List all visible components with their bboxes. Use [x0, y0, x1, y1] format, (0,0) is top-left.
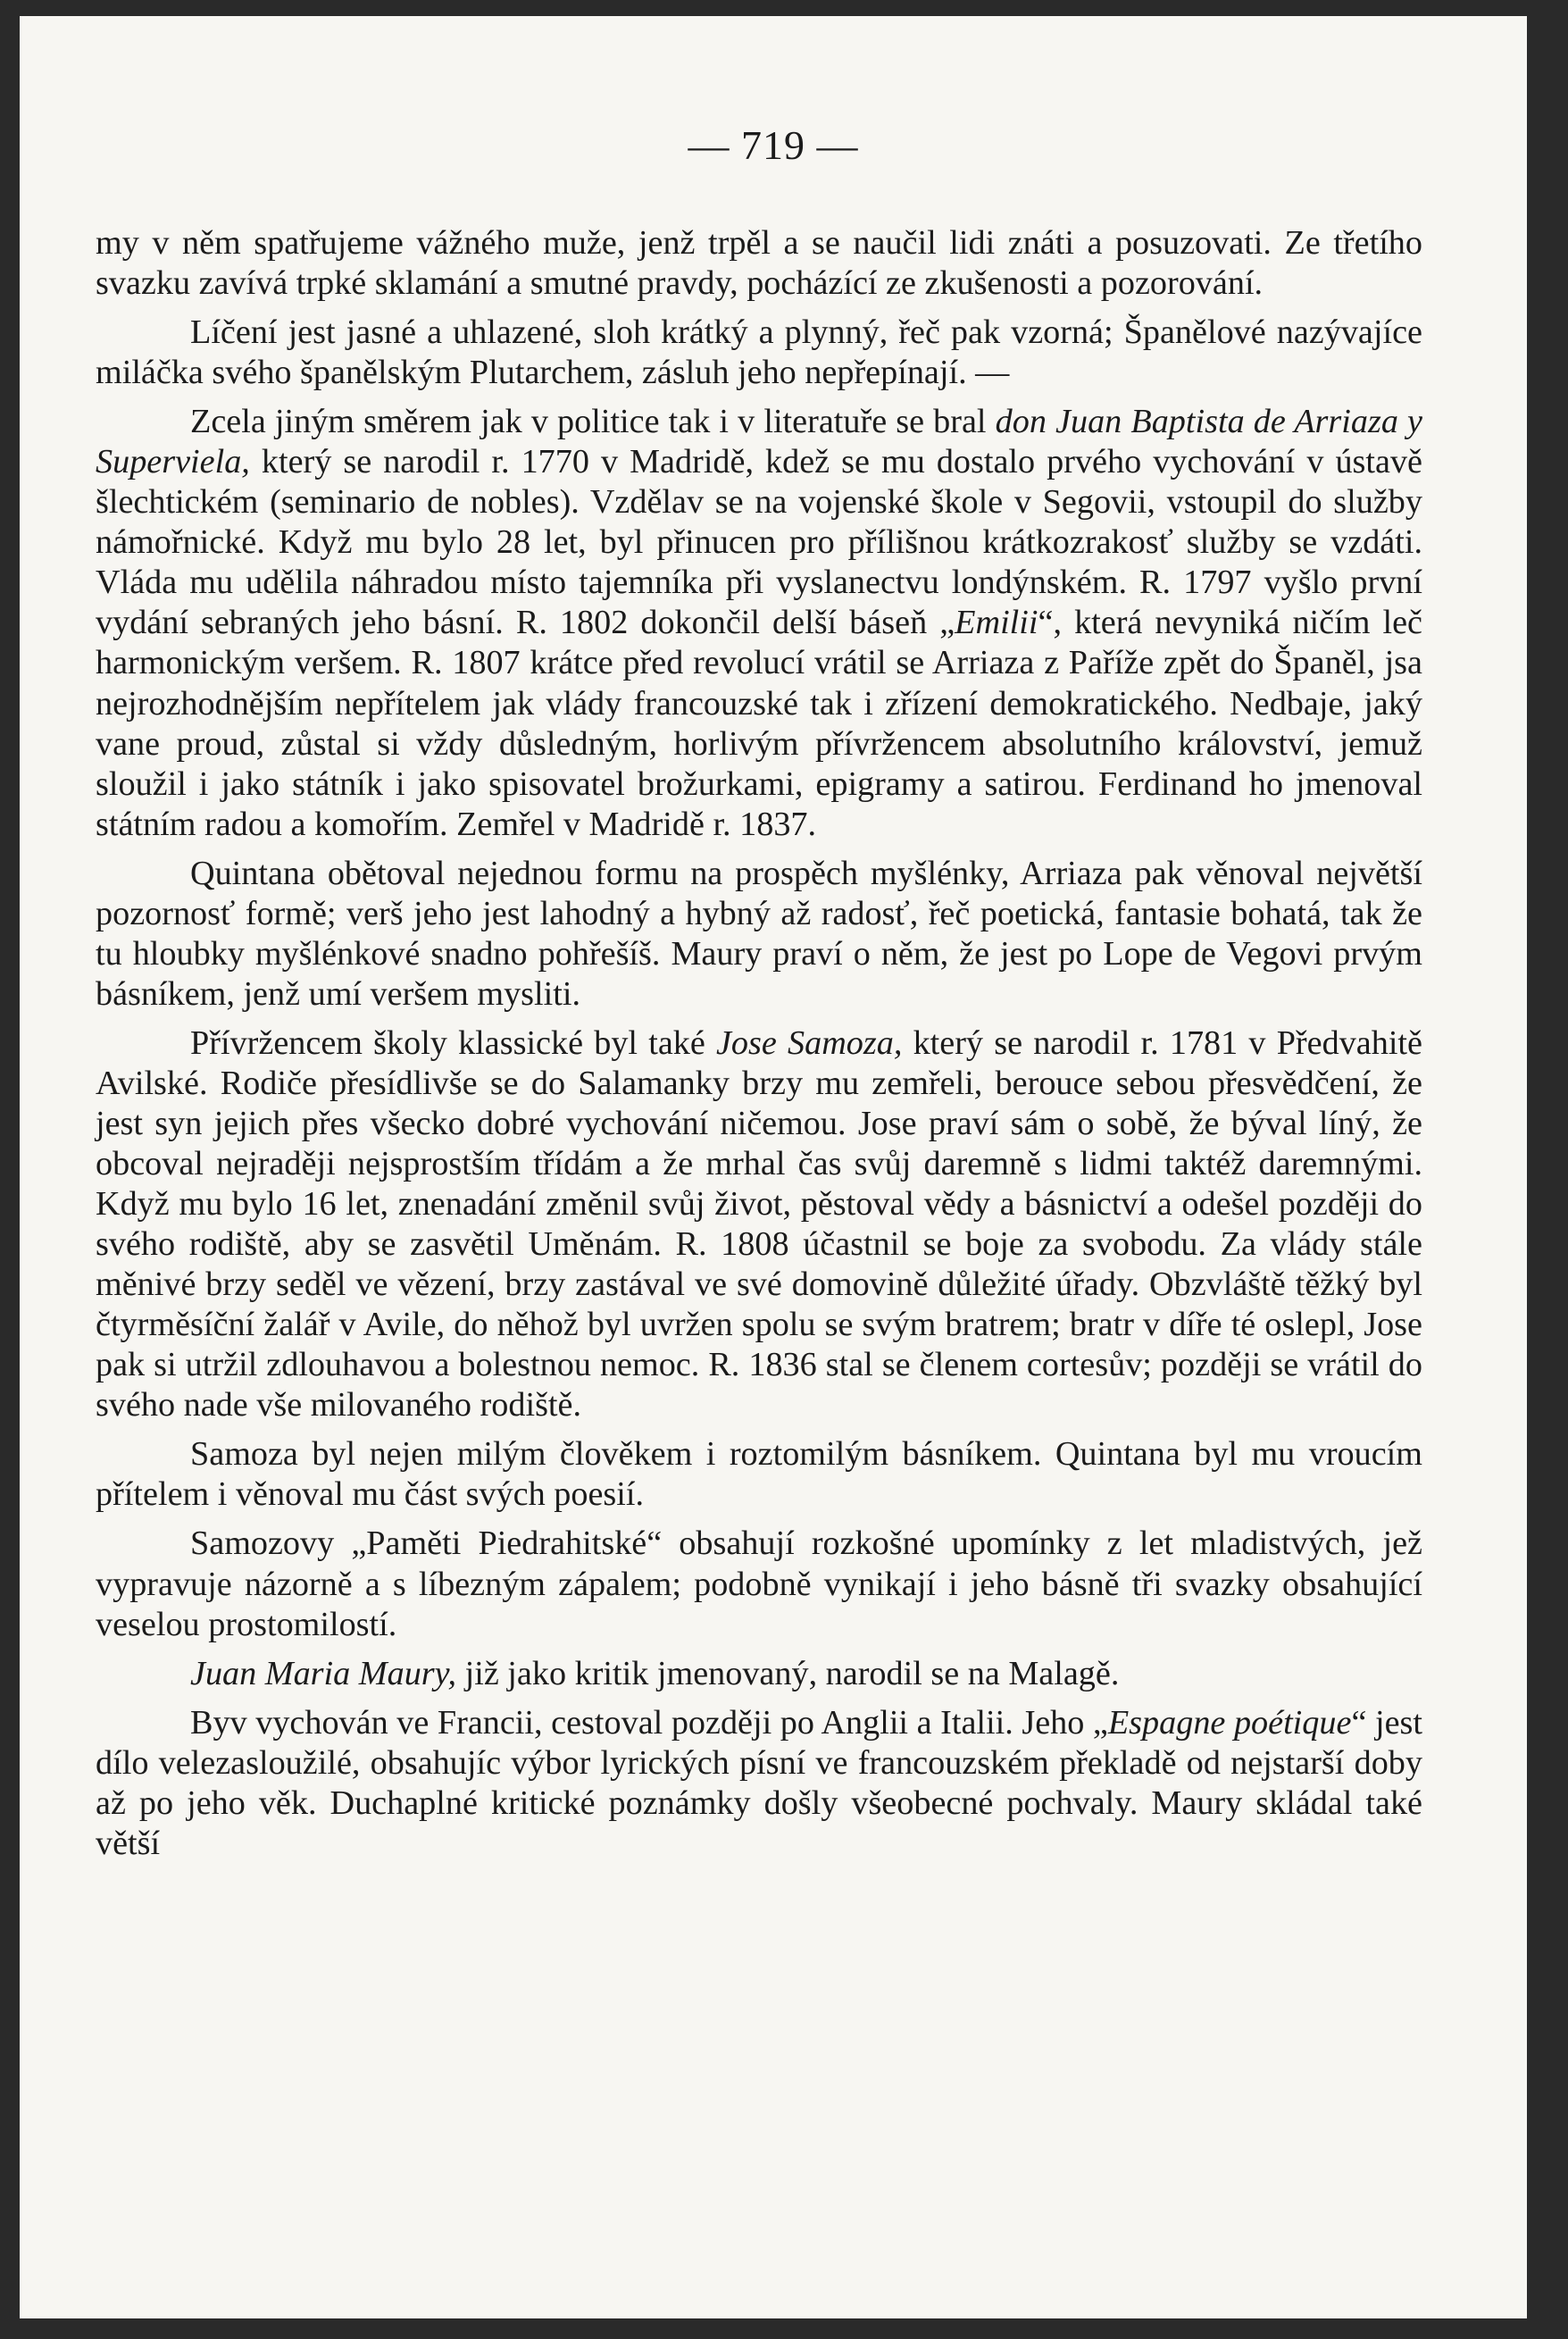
paragraph [96, 854, 1422, 1015]
text-run: již jako kritik jmenovaný, narodil se na Malagě. [456, 1654, 1120, 1692]
paragraph [96, 223, 1422, 304]
italic-name: Jose Samoza, [715, 1023, 903, 1062]
italic-name: don Juan Baptista de Arriaza y Superviela, [96, 403, 1422, 481]
text-run: který se narodil r. 1770 v Madridě, kdež se mu dostalo prvého vychování v ústavě šlechtickém (seminario de nobles). Vzdělav se na vojenské škole v Segovii, vstoupil do služby námořnické. Když mu bylo 28 let, byl přinucen pro přílišnou krátkozrakosť služby se vzdáti. Vláda mu udělila náhradou místo tajemníka při vyslanectvu londýnském. R. 1797 vyšlo první vydání sebraných jeho básní. R. 1802 dokončil delší báseň „ [96, 443, 1422, 642]
paragraph [96, 1023, 1422, 1425]
text-run: “, která nevyniká ničím leč harmonickým veršem. R. 1807 krátce před revolucí vrátil se Arriaza z Paříže zpět do Španěl, jsa nejrozhodnějším nepřítelem jak vlády francouzské tak i zřízení demokratického. Nedbaje, jaký vane proud, zůstal si vždy důsledným, horlivým přívržencem absolutního království, jemuž sloužil i jako státník i jako spisovatel brožurkami, epigramy a satirou. Ferdinand ho jmenoval státním radou a komořím. Zemřel v Madridě r. 1837. [96, 604, 1422, 843]
paragraph [96, 402, 1422, 845]
italic-name: Espagne poétique [1107, 1703, 1352, 1742]
paragraph [96, 313, 1422, 393]
page-number: — 719 — [688, 122, 859, 168]
body-text [96, 223, 1422, 1873]
italic-name: Emilii [955, 604, 1038, 642]
text-run: Přívržencem školy klassické byl také [190, 1023, 716, 1062]
text-run: Quintana obětoval nejednou formu na prospěch myšlénky, Arriaza pak věnoval největší pozornosť formě; verš jeho jest lahodný a hybný až radosť, řeč poetická, fantasie bohatá, tak že tu hloubky myšlénkové snadno pohřešíš. Maury praví o něm, že jest po Lope de Vegovi prvým básníkem, jenž umí veršem mysliti. [96, 854, 1422, 1013]
text-run: “ jest dílo velezasloužilé, obsahujíc výbor lyrických písní ve francouzském překladě od nejstarší doby až po jeho věk. Duchaplné kritické poznámky došly všeobecné pochvaly. Maury skládal také větší [96, 1703, 1422, 1862]
text-run: Byv vychován ve Francii, cestoval později po Anglii a Italii. Jeho „ [190, 1703, 1108, 1742]
paragraph [96, 1524, 1422, 1644]
text-run: my v něm spatřujeme vážného muže, jenž trpěl a se naučil lidi znáti a posuzovati. Ze třetího svazku zavívá trpké sklamání a smutné pravdy, pocházící ze zkušenosti a pozorování. [96, 224, 1422, 303]
paragraph [96, 1654, 1422, 1694]
text-run: Zcela jiným směrem jak v politice tak i v literatuře se bral [190, 403, 996, 441]
book-page [20, 16, 1527, 2318]
text-run: který se narodil r. 1781 v Předvahitě Avilské. Rodiče přesídlivše se do Salamanky brzy mu zemřeli, berouce sebou přesvědčení, že jest syn jejich přes všecko dobré vychování ničemou. Jose praví sám o sobě, že býval líný, že obcoval nejraději nejsprostším třídám a že mrhal čas svůj daremně s lidmi taktéž daremnými. Když mu bylo 16 let, znenadání změnil svůj život, pěstoval vědy a básnictví a odešel později do svého rodiště, aby se zasvětil Uměnám. R. 1808 účastnil se boje za svobodu. Za vlády stále měnivé brzy seděl ve vězení, brzy zastával ve své domovině důležité úřady. Obzvláště těžký byl čtyrměsíční žalář v Avile, do něhož byl uvržen spolu se svým bratrem; bratr v díře té oslepl, Jose pak si utržil zdlouhavou a bolestnou nemoc. R. 1836 stal se členem cortesův; později se vrátil do svého nade vše milovaného rodiště. [96, 1023, 1422, 1424]
text-run: Líčení jest jasné a uhlazené, sloh krátký a plynný, řeč pak vzorná; Španělové nazývajíce miláčka svého španělským Plutarchem, zásluh jeho nepřepínají. — [96, 313, 1422, 392]
paragraph [96, 1703, 1422, 1864]
italic-name: Juan Maria Maury, [190, 1654, 457, 1692]
text-run: Samozovy „Paměti Piedrahitské“ obsahují rozkošné upomínky z let mladistvých, jež vypravuje názorně a s líbezným zápalem; podobně vynikají i jeho básně tři svazky obsahující veselou prostomilostí. [96, 1525, 1422, 1643]
paragraph [96, 1434, 1422, 1515]
text-run: Samoza byl nejen milým člověkem i roztomilým básníkem. Quintana byl mu vroucím přítelem i věnoval mu část svých poesií. [96, 1435, 1422, 1514]
